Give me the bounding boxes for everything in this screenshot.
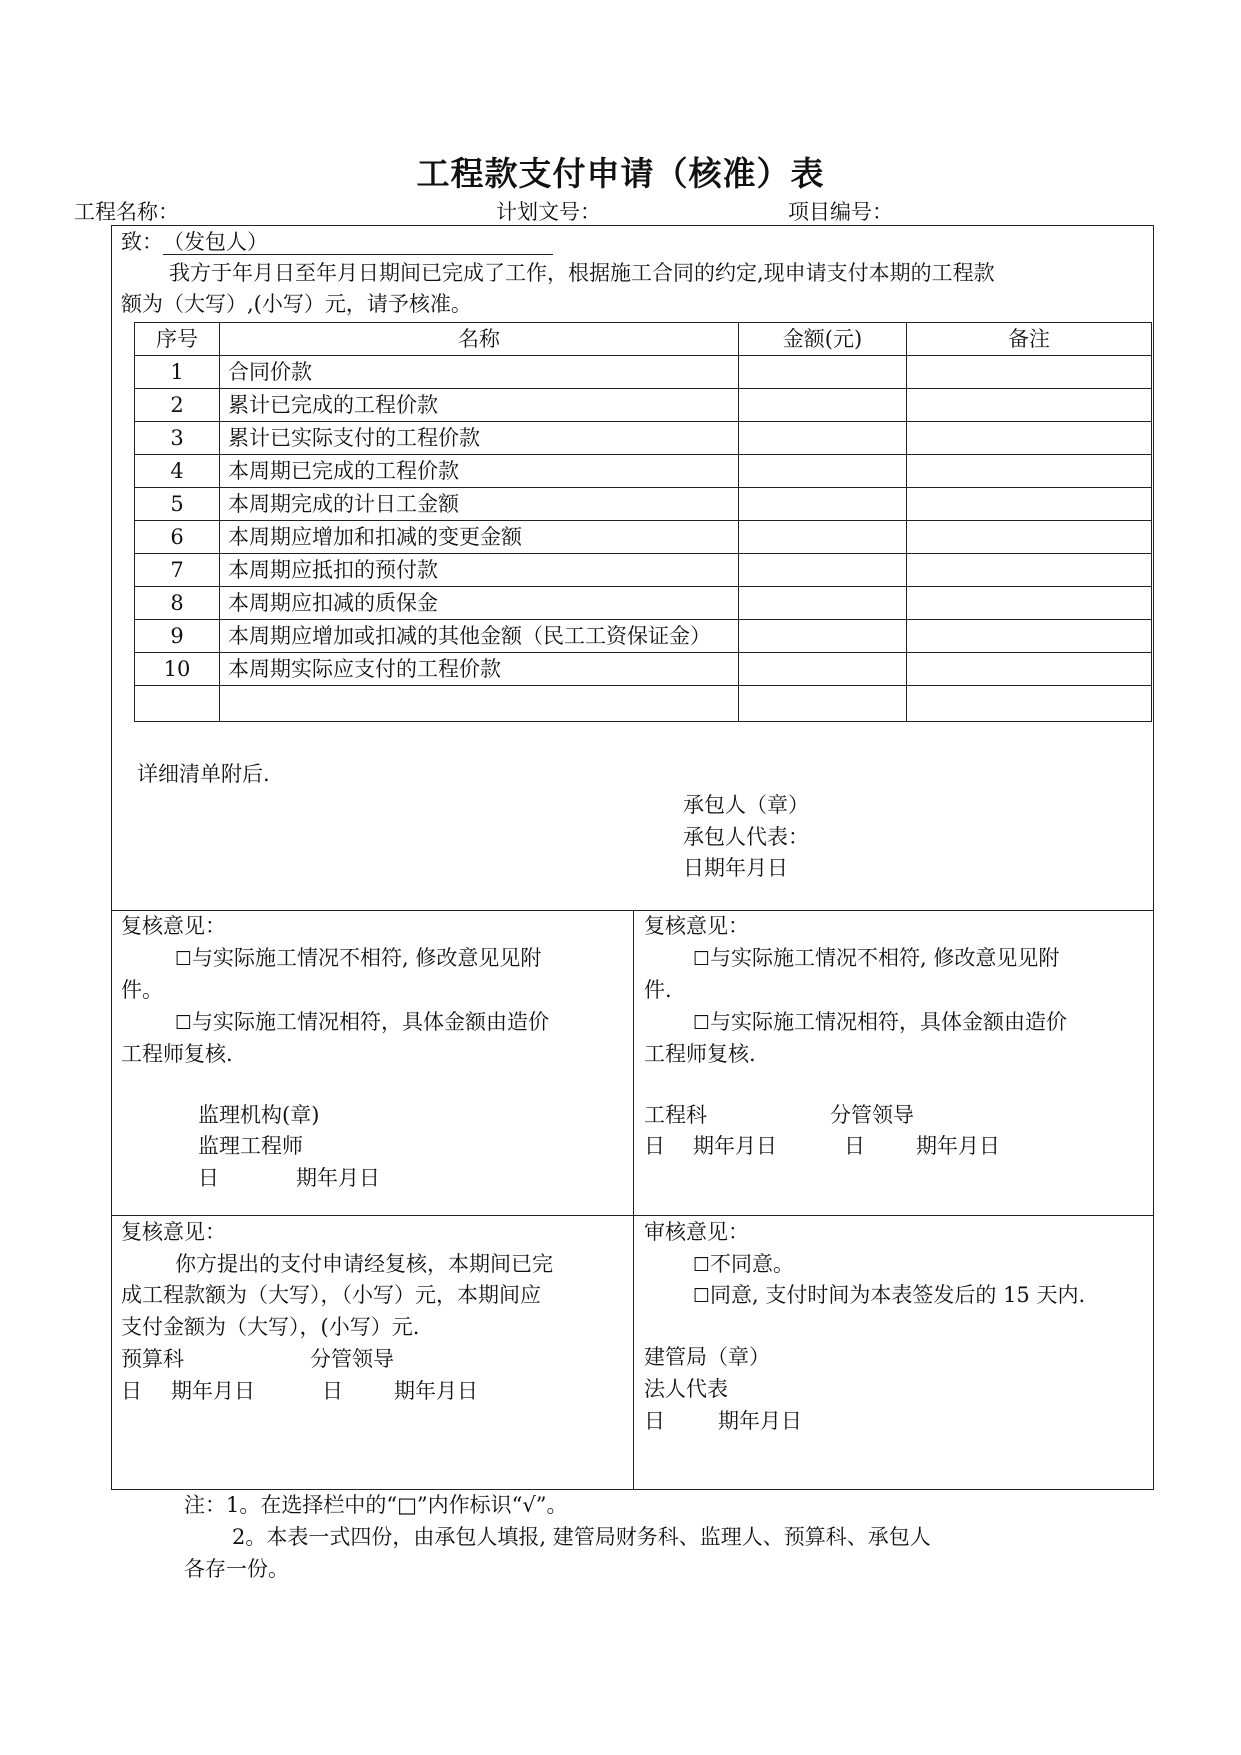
row-remark-cell[interactable] <box>907 356 1152 389</box>
row-name: 本周期实际应支付的工程价款 <box>220 653 739 686</box>
audit-option2 <box>693 1283 1085 1308</box>
application-body-line2: 额为（大写）,(小写）元，请予核准。 <box>121 292 472 316</box>
column-divider <box>633 910 634 1490</box>
note-line2: 2。本表一式四份，由承包人填报, 建管局财务科、监理人、预算科、承包人 <box>232 1525 931 1549</box>
budget-leader: 分管领导 <box>310 1347 394 1371</box>
recheck-line1: 你方提出的支付申请经复核，本期间已完 <box>175 1252 553 1276</box>
table-row <box>135 653 1152 686</box>
review-right-option1-cont: 件. <box>644 978 672 1002</box>
row-name: 合同价款 <box>220 356 739 389</box>
row-remark-cell[interactable] <box>907 620 1152 653</box>
review-right-option2-text: 与实际施工情况相符，具体金额由造价 <box>710 1010 1068 1034</box>
row-name: 本周期已完成的工程价款 <box>220 455 739 488</box>
row-no: 1 <box>135 356 220 389</box>
table-row <box>135 488 1152 521</box>
page-title: 工程款支付申请（核准）表 <box>416 154 825 193</box>
contractor-rep: 承包人代表： <box>683 825 809 849</box>
application-body-line1: 我方于年月日至年月日期间已完成了工作，根据施工合同的约定,现申请支付本期的工程款 <box>169 261 995 285</box>
row-no: 3 <box>135 422 220 455</box>
row-remark-cell[interactable] <box>907 686 1152 722</box>
supervision-engineer: 监理工程师 <box>198 1134 303 1158</box>
payment-items-table <box>134 322 1152 722</box>
review-left-option2 <box>175 1010 549 1035</box>
review-left-option2-cont: 工程师复核. <box>121 1042 233 1066</box>
audit-option2-text: 同意, 支付时间为本表签发后的 15 天内. <box>710 1283 1086 1307</box>
row-remark-cell[interactable] <box>907 389 1152 422</box>
row-remark-cell[interactable] <box>907 653 1152 686</box>
row-no: 10 <box>135 653 220 686</box>
row-remark-cell[interactable] <box>907 488 1152 521</box>
project-name-label: 工程名称： <box>74 200 179 224</box>
col-header-amount: 金额(元) <box>739 323 907 356</box>
recheck-line2: 成工程款额为（大写），（小写）元，本期间应 <box>121 1283 541 1307</box>
row-no: 5 <box>135 488 220 521</box>
note-line1: 注：1。在选择栏中的“□”内作标识“√”。 <box>184 1493 568 1517</box>
checkbox-icon[interactable]: ☐ <box>693 1285 711 1307</box>
row-amount-cell[interactable] <box>739 554 907 587</box>
row-name: 本周期应增加或扣减的其他金额（民工工资保证金） <box>220 620 739 653</box>
engineering-date-ri: 日 <box>644 1134 665 1158</box>
addressee-field <box>163 230 553 255</box>
row-amount-cell[interactable] <box>739 521 907 554</box>
budget-leader-date-ri: 日 <box>322 1379 343 1403</box>
budget-date-ri: 日 <box>121 1379 142 1403</box>
checkbox-icon[interactable]: ☐ <box>175 1012 193 1034</box>
row-remark-cell[interactable] <box>907 422 1152 455</box>
addressee-prefix: 致： <box>121 230 163 254</box>
bureau-date-ri: 日 <box>644 1409 665 1433</box>
project-code-label: 项目编号： <box>788 200 893 224</box>
engineering-dept: 工程科 <box>644 1103 707 1127</box>
row-amount-cell[interactable] <box>739 686 907 722</box>
note-line3: 各存一份。 <box>184 1557 289 1581</box>
row-amount-cell[interactable] <box>739 422 907 455</box>
review-left-option1-cont: 件。 <box>121 978 163 1002</box>
contractor-date: 日期年月日 <box>683 856 788 880</box>
row-amount-cell[interactable] <box>739 356 907 389</box>
review-right-option2 <box>693 1010 1067 1035</box>
addressee-line <box>121 230 553 255</box>
review-left-label: 复核意见： <box>121 914 226 938</box>
checkbox-icon[interactable]: ☐ <box>693 948 711 970</box>
checkbox-icon[interactable]: ☐ <box>693 1012 711 1034</box>
engineering-leader-date-ri: 日 <box>844 1134 865 1158</box>
bureau-seal: 建管局（章） <box>644 1345 770 1369</box>
row-amount-cell[interactable] <box>739 455 907 488</box>
table-header-row <box>135 323 1152 356</box>
row-name: 本周期应扣减的质保金 <box>220 587 739 620</box>
review-left-option1-text: 与实际施工情况不相符, 修改意见见附 <box>192 946 542 970</box>
review-left-option2-text: 与实际施工情况相符，具体金额由造价 <box>192 1010 550 1034</box>
plan-doc-label: 计划文号： <box>496 200 601 224</box>
table-row-blank <box>135 686 1152 722</box>
supervision-date-ri: 日 <box>198 1166 219 1190</box>
row-remark-cell[interactable] <box>907 521 1152 554</box>
addressee-value: （发包人） <box>163 230 268 254</box>
detail-note: 详细清单附后. <box>137 762 270 786</box>
recheck-line3: 支付金额为（大写），(小写）元. <box>121 1315 420 1339</box>
row-no: 9 <box>135 620 220 653</box>
checkbox-icon[interactable]: ☐ <box>175 948 193 970</box>
table-row <box>135 554 1152 587</box>
table-row <box>135 587 1152 620</box>
checkbox-icon[interactable]: ☐ <box>693 1254 711 1276</box>
col-header-name: 名称 <box>220 323 739 356</box>
table-row <box>135 389 1152 422</box>
bureau-date: 期年月日 <box>718 1409 802 1433</box>
recheck-label: 复核意见： <box>121 1220 226 1244</box>
row-amount-cell[interactable] <box>739 587 907 620</box>
supervision-seal: 监理机构(章) <box>198 1103 320 1127</box>
review-right-option1 <box>693 946 1059 971</box>
engineering-leader: 分管领导 <box>830 1103 914 1127</box>
review-right-option2-cont: 工程师复核. <box>644 1042 756 1066</box>
row-name: 累计已实际支付的工程价款 <box>220 422 739 455</box>
row-amount-cell[interactable] <box>739 620 907 653</box>
engineering-date: 期年月日 <box>693 1134 777 1158</box>
row-no: 8 <box>135 587 220 620</box>
table-row <box>135 356 1152 389</box>
table-row <box>135 521 1152 554</box>
row-no: 2 <box>135 389 220 422</box>
row-name: 本周期应增加和扣减的变更金额 <box>220 521 739 554</box>
row-no: 6 <box>135 521 220 554</box>
table-row <box>135 455 1152 488</box>
row-amount-cell[interactable] <box>739 389 907 422</box>
col-header-no: 序号 <box>135 323 220 356</box>
legal-rep: 法人代表 <box>644 1377 728 1401</box>
row-name: 累计已完成的工程价款 <box>220 389 739 422</box>
budget-date: 期年月日 <box>171 1379 255 1403</box>
audit-label: 审核意见： <box>644 1220 749 1244</box>
engineering-leader-date: 期年月日 <box>916 1134 1000 1158</box>
row-amount-cell[interactable] <box>739 653 907 686</box>
row-no: 4 <box>135 455 220 488</box>
col-header-remark: 备注 <box>907 323 1152 356</box>
row-no <box>135 686 220 722</box>
row-remark-cell[interactable] <box>907 455 1152 488</box>
review-right-label: 复核意见： <box>644 914 749 938</box>
budget-leader-date: 期年月日 <box>394 1379 478 1403</box>
row-name: 本周期应抵扣的预付款 <box>220 554 739 587</box>
contractor-seal: 承包人（章） <box>683 793 809 817</box>
audit-option1-text: 不同意。 <box>710 1252 795 1276</box>
table-row <box>135 620 1152 653</box>
row-name <box>220 686 739 722</box>
table-row <box>135 422 1152 455</box>
row-remark-cell[interactable] <box>907 554 1152 587</box>
supervision-date: 期年月日 <box>296 1166 380 1190</box>
row-remark-cell[interactable] <box>907 587 1152 620</box>
review-right-option1-text: 与实际施工情况不相符, 修改意见见附 <box>710 946 1060 970</box>
row-amount-cell[interactable] <box>739 488 907 521</box>
budget-dept: 预算科 <box>121 1347 184 1371</box>
row-no: 7 <box>135 554 220 587</box>
review-left-option1 <box>175 946 541 971</box>
audit-option1 <box>693 1252 794 1277</box>
row-name: 本周期完成的计日工金额 <box>220 488 739 521</box>
